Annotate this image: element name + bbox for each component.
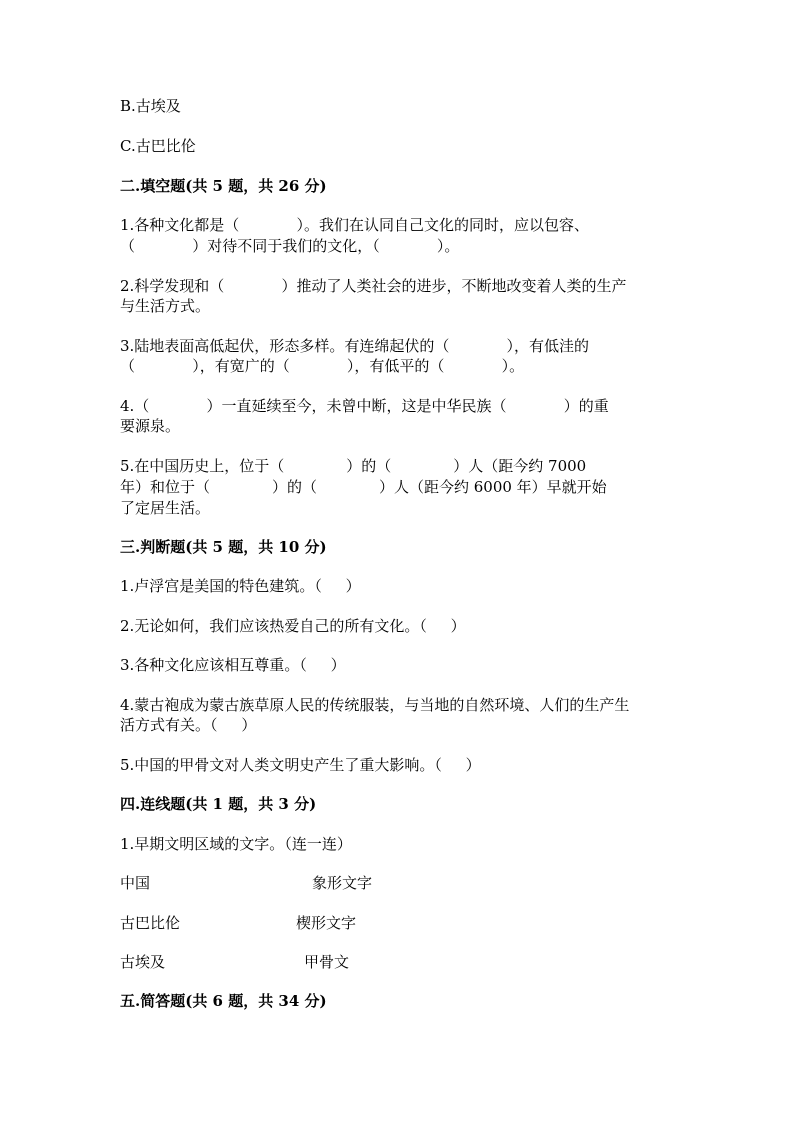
match-right-3: 甲骨文 [304, 953, 350, 971]
fill-q5-line1: 5.在中国历史上，位于（ ）的（ ）人（距今约 7000 [120, 457, 587, 475]
match-left-3: 古埃及 [120, 953, 166, 971]
fill-q4-line1: 4.（ ）一直延续至今，未曾中断，这是中华民族（ ）的重 [120, 397, 609, 415]
judge-q1: 1.卢浮宫是美国的特色建筑。（ ） [120, 577, 361, 595]
section3-heading: 三.判断题(共 5 题，共 10 分) [120, 538, 327, 556]
match-left-2: 古巴比伦 [120, 914, 181, 932]
match-right-1: 象形文字 [312, 874, 373, 892]
fill-q2-line2: 与生活方式。 [120, 297, 211, 315]
judge-q4-line2: 活方式有关。（ ） [120, 716, 257, 734]
judge-q2: 2.无论如何，我们应该热爱自己的所有文化。（ ） [120, 617, 466, 635]
option-b: B.古埃及 [120, 97, 181, 115]
fill-q3-line2: （ ），有宽广的（ ），有低平的（ ）。 [120, 357, 525, 375]
fill-q1-line1: 1.各种文化都是（ ）。我们在认同自己文化的同时，应以包容、 [120, 216, 590, 234]
fill-q4-line2: 要源泉。 [120, 417, 181, 435]
match-right-2: 楔形文字 [296, 914, 357, 932]
fill-q1-line2: （ ）对待不同于我们的文化，（ ）。 [120, 237, 460, 255]
judge-q5: 5.中国的甲骨文对人类文明史产生了重大影响。（ ） [120, 756, 481, 774]
fill-q2-line1: 2.科学发现和（ ）推动了人类社会的进步，不断地改变着人类的生产 [120, 277, 627, 295]
judge-q3: 3.各种文化应该相互尊重。（ ） [120, 656, 346, 674]
section5-heading: 五.简答题(共 6 题，共 34 分) [120, 992, 327, 1010]
fill-q3-line1: 3.陆地表面高低起伏，形态多样。有连绵起伏的（ ），有低洼的 [120, 337, 590, 355]
section2-heading: 二.填空题(共 5 题，共 26 分) [120, 177, 327, 195]
section4-heading: 四.连线题(共 1 题，共 3 分) [120, 795, 317, 813]
match-q1: 1.早期文明区域的文字。（连一连） [120, 835, 352, 853]
fill-q5-line3: 了定居生活。 [120, 499, 211, 517]
option-c: C.古巴比伦 [120, 137, 196, 155]
match-left-1: 中国 [120, 874, 151, 892]
judge-q4-line1: 4.蒙古袍成为蒙古族草原人民的传统服装，与当地的自然环境、人们的生产生 [120, 696, 630, 714]
fill-q5-line2: 年）和位于（ ）的（ ）人（距今约 6000 年）早就开始 [120, 478, 607, 496]
